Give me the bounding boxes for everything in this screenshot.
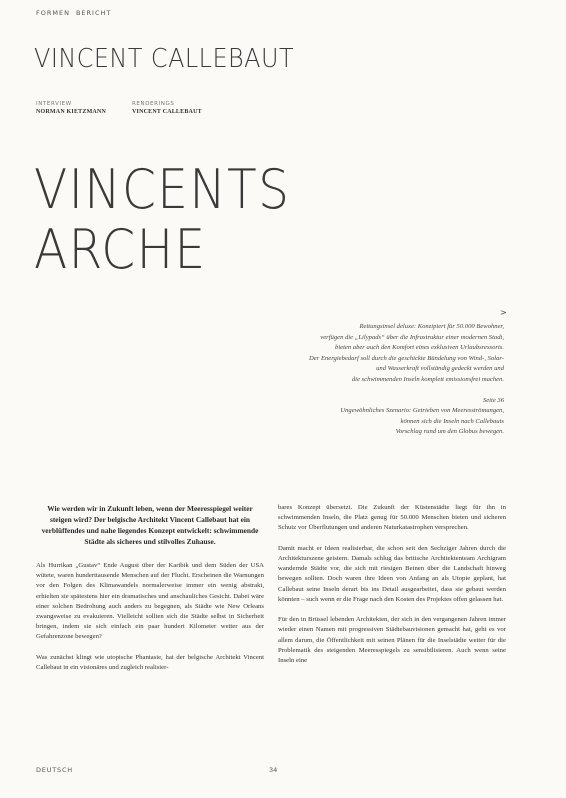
caption-line: die schwimmenden Inseln komplett emissionsfrei machen. [351, 375, 504, 383]
caption-line: Ungewöhnliches Szenario: Getrieben von Meeresströmungen, [340, 407, 504, 415]
article-lead: Wie werden wir in Zukunft leben, wenn der Meeresspiegel weiter steigen wird? Der belgische Architekt Vincent Callebaut hat ein verblüffendes und nahe liegendes Konzept entwickelt: schwimmende Städte als sicheres und stilvolles Zuhause. [41, 504, 259, 546]
credit-renderings-name: VINCENT CALLEBAUT [132, 109, 202, 115]
article-title [34, 160, 290, 280]
credit-renderings [132, 100, 202, 116]
caption-line: verfügen die „Lilypads“ über die Infrastruktur einer modernen Stadt, [320, 333, 504, 341]
credit-interview-name: NORMAN KIETZMANN [36, 109, 107, 115]
article-paragraph: Als Hurrikan „Gustav“ Ende August über der Karibik und dem Süden der USA wütete, waren hunderttausende Menschen auf der Flucht. Erscheinen die Warnungen vor den Folgen des Klimawandels normalerweise immer ein wenig abstrakt, erhielten sie spätestens hier ein dramatisches und anschauliches Gesicht. Dabei wäre einer solchen Bedrohung auch anders zu begegnen, als Städte wie New Orleans zwangsweise zu evakuieren. Vielleicht sollten sich die Städte selbst in Sicherheit bringen, indem sie sich einfach ein paar hundert Kilometer weiter aus der Gefahrenzone bewegen? [36, 562, 264, 641]
caption-paragraph-2 [244, 396, 504, 438]
article-title-line-2: ARCHE [34, 218, 207, 281]
author-heading: VINCENT CALLEBAUT [34, 44, 295, 74]
section-tag [36, 9, 117, 17]
image-caption [244, 322, 504, 448]
article-column-left [36, 503, 264, 683]
arrow-marker: > [500, 308, 507, 317]
caption-line: Der Energiebedarf soll durch die geschickte Bündelung von Wind-, Solar- [309, 354, 504, 362]
article-title-line-1: VINCENTS [34, 158, 291, 221]
article-paragraph: Damit macht er Ideen realisierbar, die schon seit den Sechziger Jahren durch die Architekturszene geistern. Damals schlug das britische Architektenteam Archigram wandernde Städte vor, die sich mit riesigen Beinen über die Landschaft hinweg bewegen sollten. Doch waren ihre Ideen von Anfang an als Utopie geplant, hat Callebaut seine Inseln derart bis ins Detail ausgearbeitet, dass sie gebaut werden könnten – such wenn er die Frage nach den Kosten des Projektes offen gelassen hat. [278, 544, 506, 603]
article-paragraph: Was zunächst klingt wie utopische Phantasie, hat der belgische Architekt Vincent Callebaut in ein visionäres und zugleich realisier- [36, 653, 264, 672]
caption-paragraph-1 [244, 322, 504, 386]
credit-interview [36, 100, 106, 116]
caption-line: können sich die Inseln nach Callebauts [400, 417, 504, 425]
caption-line: und Wasserkraft vollständig gedeckt werden und [376, 365, 504, 373]
section-label-formen: FORMEN [36, 9, 70, 17]
caption-line: Vorschlag rund um den Globus bewegen. [395, 428, 504, 436]
caption-line: Rettungsinsel deluxe: Konzipiert für 50.000 Bewohner, [359, 323, 504, 330]
caption-line: bieten aber auch den Komfort eines exklusiven Urlaubsressorts. [335, 344, 504, 352]
credit-renderings-label: RENDERINGS [132, 101, 175, 107]
page-number: 34 [269, 766, 278, 774]
article-paragraph: Für den in Brüssel lebenden Architekten, der sich in den vergangenen Jahren immer wieder einen Namen mit progressiven Städtebauvisionen gemacht hat, geht es vor allem darum, die Öffentlichkeit mit seinen Plänen für die Inselstädte weiter für die Problematik des steigenden Meeresspiegels zu sensibilisieren. Auch wenn seine Inseln eine [278, 616, 506, 665]
credit-interview-label: INTERVIEW [36, 101, 72, 107]
article-column-right [278, 503, 506, 676]
section-label-bericht: BERICHT [75, 9, 112, 17]
caption-page-ref: Seite 36 [482, 396, 504, 404]
article-paragraph: bares Konzept übersetzt. Die Zukunft der Küstenstädte liegt für ihn in schwimmenden Inseln, die Platz genug für 50.000 Menschen bieten und sicheren Schutz vor Überflutungen und anderen Naturkatastrophen versprechen. [278, 504, 506, 532]
footer-language: DEUTSCH [36, 766, 73, 774]
